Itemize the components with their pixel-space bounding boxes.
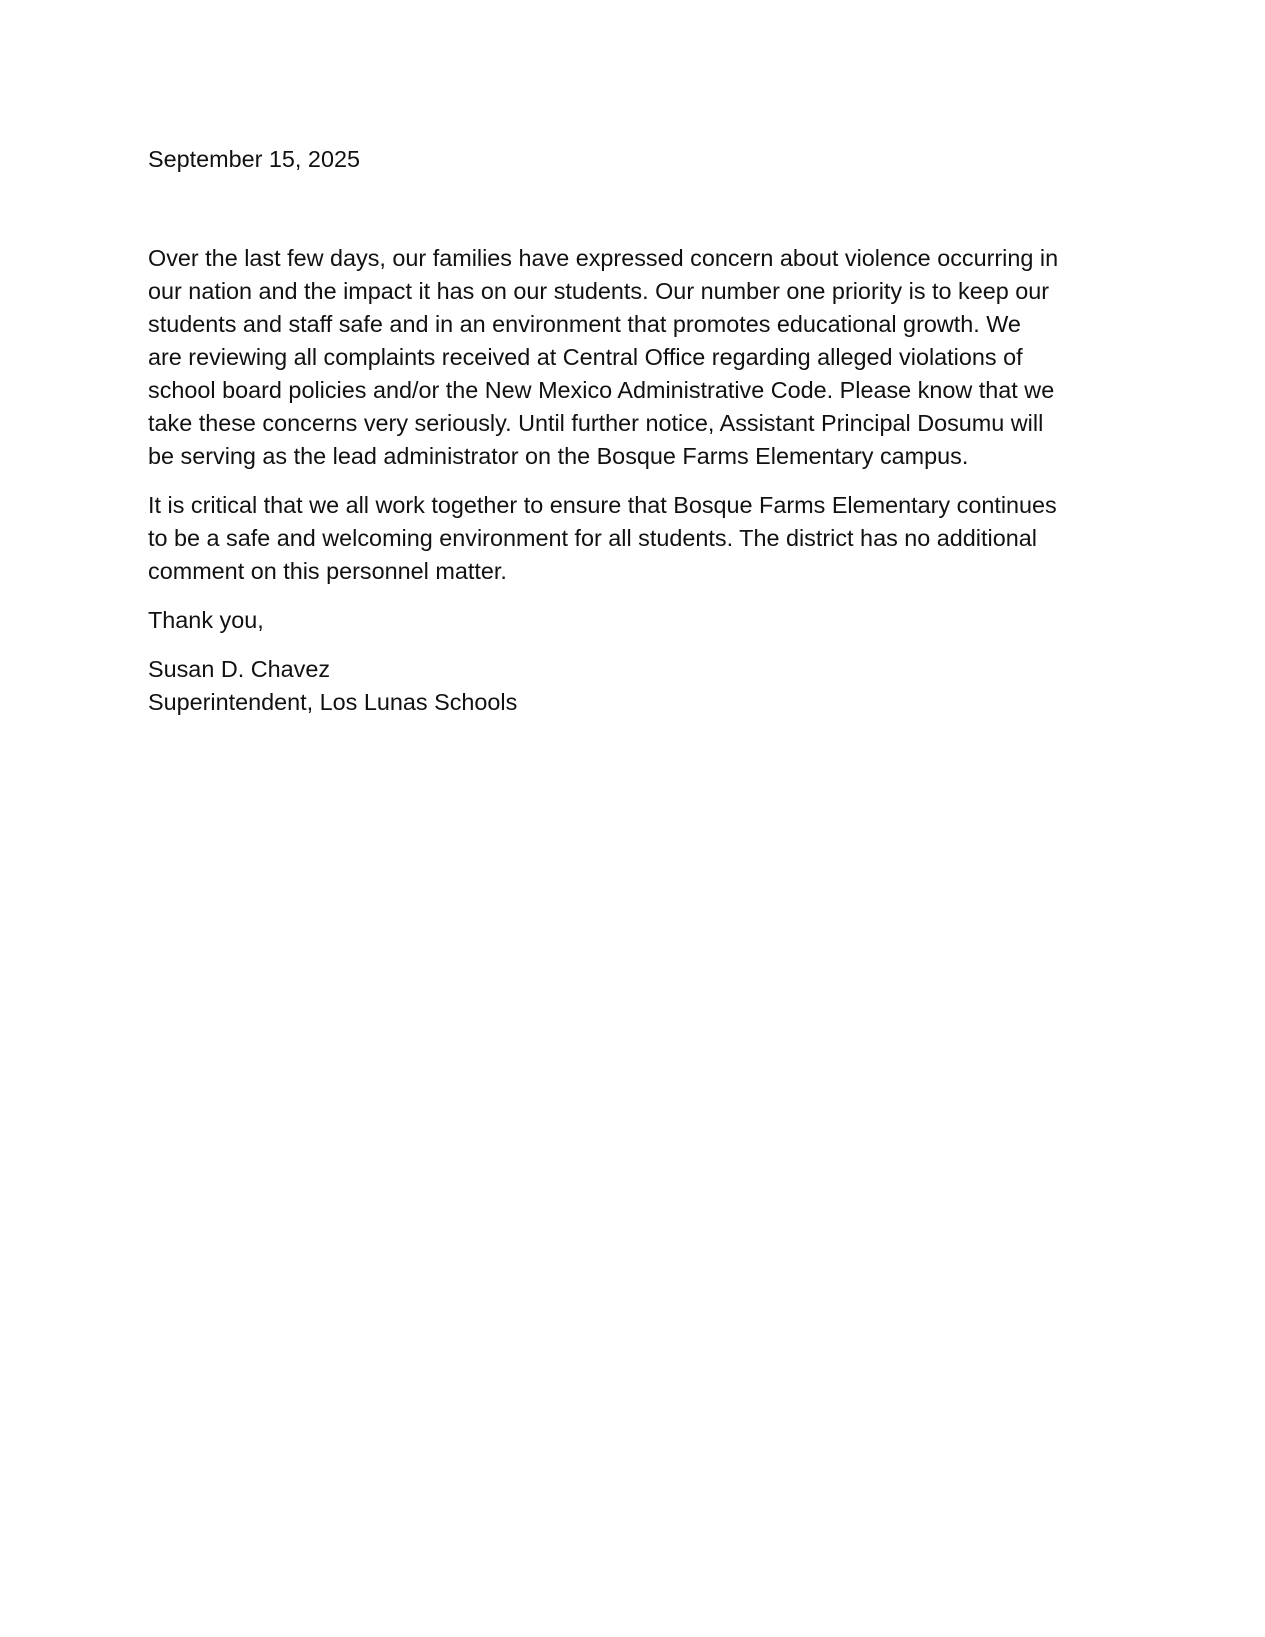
letter-date: September 15, 2025 [148,146,360,172]
paragraph-line: to be a safe and welcoming environment for all students. The district has no additional [148,525,1037,551]
paragraph-line: be serving as the lead administrator on the Bosque Farms Elementary campus. [148,443,969,469]
signer-title: Superintendent, Los Lunas Schools [148,689,518,715]
paragraph-line: It is critical that we all work together to ensure that Bosque Farms Elementary continues [148,492,1057,518]
letter-body [148,143,1120,719]
paragraph-2 [148,489,1120,588]
paragraph-line: school board policies and/or the New Mexico Administrative Code. Please know that we [148,377,1055,403]
paragraph-line: students and staff safe and in an environment that promotes educational growth. We [148,311,1021,337]
letter-closing: Thank you, [148,607,264,633]
paragraph-1 [148,242,1120,473]
signature-block [148,653,1120,719]
paragraph-line: comment on this personnel matter. [148,558,507,584]
paragraph-line: take these concerns very seriously. Until further notice, Assistant Principal Dosumu will [148,410,1044,436]
signer-name: Susan D. Chavez [148,656,331,682]
paragraph-line: our nation and the impact it has on our students. Our number one priority is to keep our [148,278,1050,304]
paragraph-line: are reviewing all complaints received at Central Office regarding alleged violations of [148,344,1023,370]
paragraph-line: Over the last few days, our families have expressed concern about violence occurring in [148,245,1059,271]
